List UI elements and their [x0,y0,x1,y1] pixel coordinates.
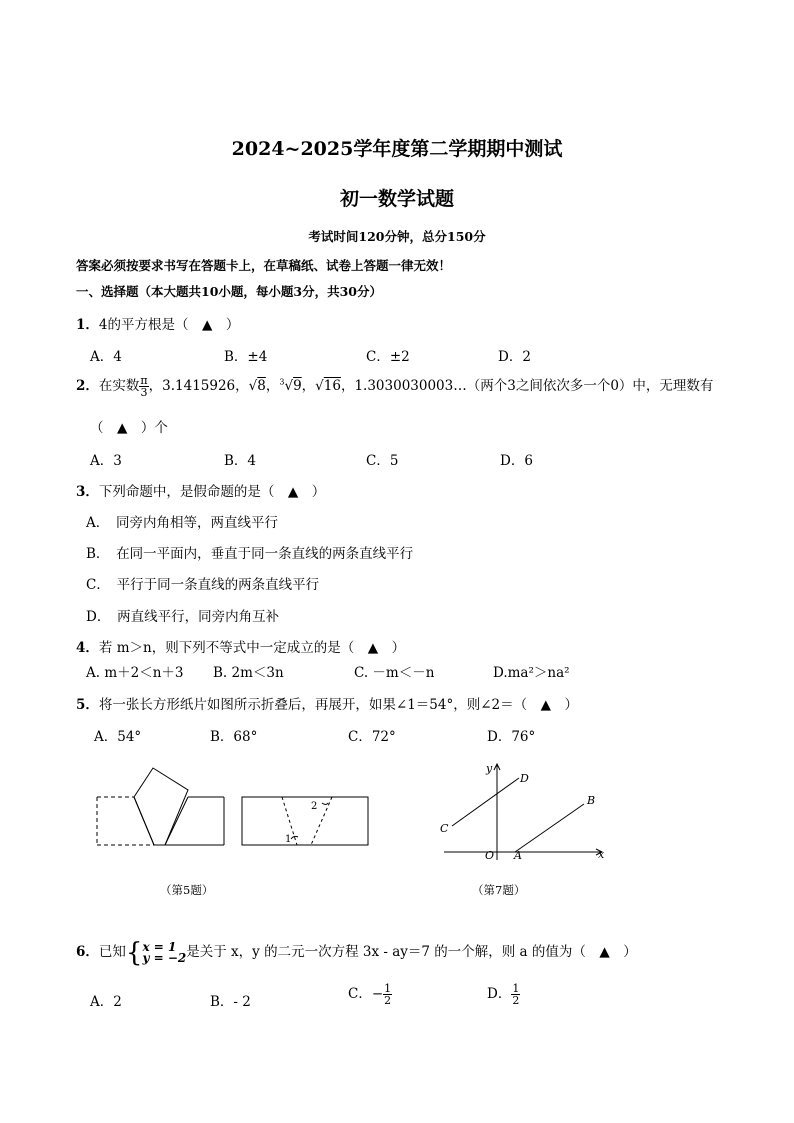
sqrt-16: √16 [315,378,341,394]
fraction-numerator: 1 [384,982,392,995]
question-2 [76,374,713,398]
radicand: 9 [293,378,302,394]
question-2-line2: （ ▲ ）个 [90,420,168,436]
question-text: 已知 [98,944,126,960]
option-b: B．- 2 [210,994,251,1010]
option-b: B．4 [224,453,257,469]
point-b-label: B [587,794,596,807]
pi-over-3-fraction [139,375,148,398]
question-text: ，1.3030030003…（两个3之间依次多一个0）中，无理数有 [340,378,714,394]
angle-2-label: 2 [311,801,318,812]
cube-root-9: $^3$√9 [279,377,302,394]
question-3 [76,480,325,500]
option-a: A．2 [90,994,122,1010]
option-d: D．76° [487,729,536,745]
option-c: C．72° [348,729,396,745]
option-d: D.ma²＞na² [493,665,570,681]
option-c: C．±2 [366,349,410,365]
option-label: D． [487,986,512,1002]
question-text: 在实数 [98,378,140,394]
option-c: C． 平行于同一条直线的两条直线平行 [86,577,320,593]
question-number: 3． [76,484,99,500]
question-number: 5． [76,697,99,713]
sqrt-8: √8 [248,378,266,394]
option-c: C．5 [366,453,399,469]
angle-1-label: 1 [285,834,292,845]
option-b: B. 2m＜3n [213,665,284,681]
question-text: 下列命题中，是假命题的是（ ▲ ） [98,484,326,500]
point-c-label: C [440,822,449,835]
option-a: A．3 [90,453,122,469]
question-5 [76,693,578,713]
radicand: 16 [323,378,341,394]
option-b: B．±4 [224,349,268,365]
point-a-label: A [514,849,522,862]
fraction-numerator: 1 [512,982,520,995]
fraction-numerator: π [140,374,148,387]
question-number: 1． [76,317,99,333]
option-a: A．4 [90,349,122,365]
equation-line: x = 1 [142,939,177,954]
fraction [511,983,520,1006]
option-c: C. －m＜－n [354,665,435,681]
option-label: C．− [348,986,384,1002]
figures-svg [90,760,620,870]
question-text: ，3.1415926， [148,378,249,394]
equation-system [142,939,187,965]
section-heading: 一、选择题（本大题共10小题，每小题3分，共30分） [76,284,382,299]
question-text: 将一张长方形纸片如图所示折叠后，再展开，如果∠1＝54°，则∠2＝（ ▲ ） [98,697,579,713]
question-text: 是关于 x，y 的二元一次方程 3x - ay＝7 的一个解，则 a 的值为（ ▲ ） [186,944,637,960]
option-d: D．6 [500,453,533,469]
question-number: 6． [76,944,99,960]
question-text: 4的平方根是（ ▲ ） [98,317,240,333]
question-number: 2． [76,378,99,394]
figure-5-caption: （第5题） [160,883,214,897]
equation-brace: { [125,937,143,968]
option-d: D．2 [498,349,531,365]
exam-info: 考试时间120分钟，总分150分 [308,229,486,244]
option-b: B．68° [210,729,258,745]
option-a: A．54° [94,729,142,745]
option-b: B． 在同一平面内，垂直于同一条直线的两条直线平行 [86,546,414,562]
fraction-denominator: 3 [140,386,148,399]
root-index: 3 [279,377,285,387]
exam-notice: 答案必须按要求书写在答题卡上，在草稿纸、试卷上答题一律无效！ [76,258,452,273]
option-d: D． 两直线平行，同旁内角互补 [86,609,280,625]
equation-line: y = −2 [142,950,187,965]
option-c [348,982,392,1006]
question-4 [76,636,405,656]
fraction [383,983,392,1006]
option-a: A. m＋2＜n＋3 [86,665,184,681]
fraction-denominator: 2 [384,994,392,1007]
question-text: 若 m＞n，则下列不等式中一定成立的是（ ▲ ） [98,640,406,656]
fig5-unfolded-rectangle [242,797,368,845]
separator: ， [301,378,316,394]
axis-y-label: y [486,762,493,775]
question-number: 4． [76,640,99,656]
separator: ， [265,378,280,394]
option-d [487,982,520,1006]
exam-subtitle: 初一数学试题 [339,188,454,210]
figure-7-caption: （第7题） [472,883,526,897]
exam-title: 2024~2025学年度第二学期期中测试 [231,138,563,160]
option-a: A． 同旁内角相等，两直线平行 [86,515,278,531]
question-1 [76,313,239,333]
point-d-label: D [520,772,529,785]
fig5-folded-rectangle [97,768,224,845]
question-6 [76,937,637,968]
fraction-denominator: 2 [512,994,520,1007]
axis-x-label: x [598,848,605,861]
radicand: 8 [257,378,266,394]
origin-label: O [485,849,495,862]
